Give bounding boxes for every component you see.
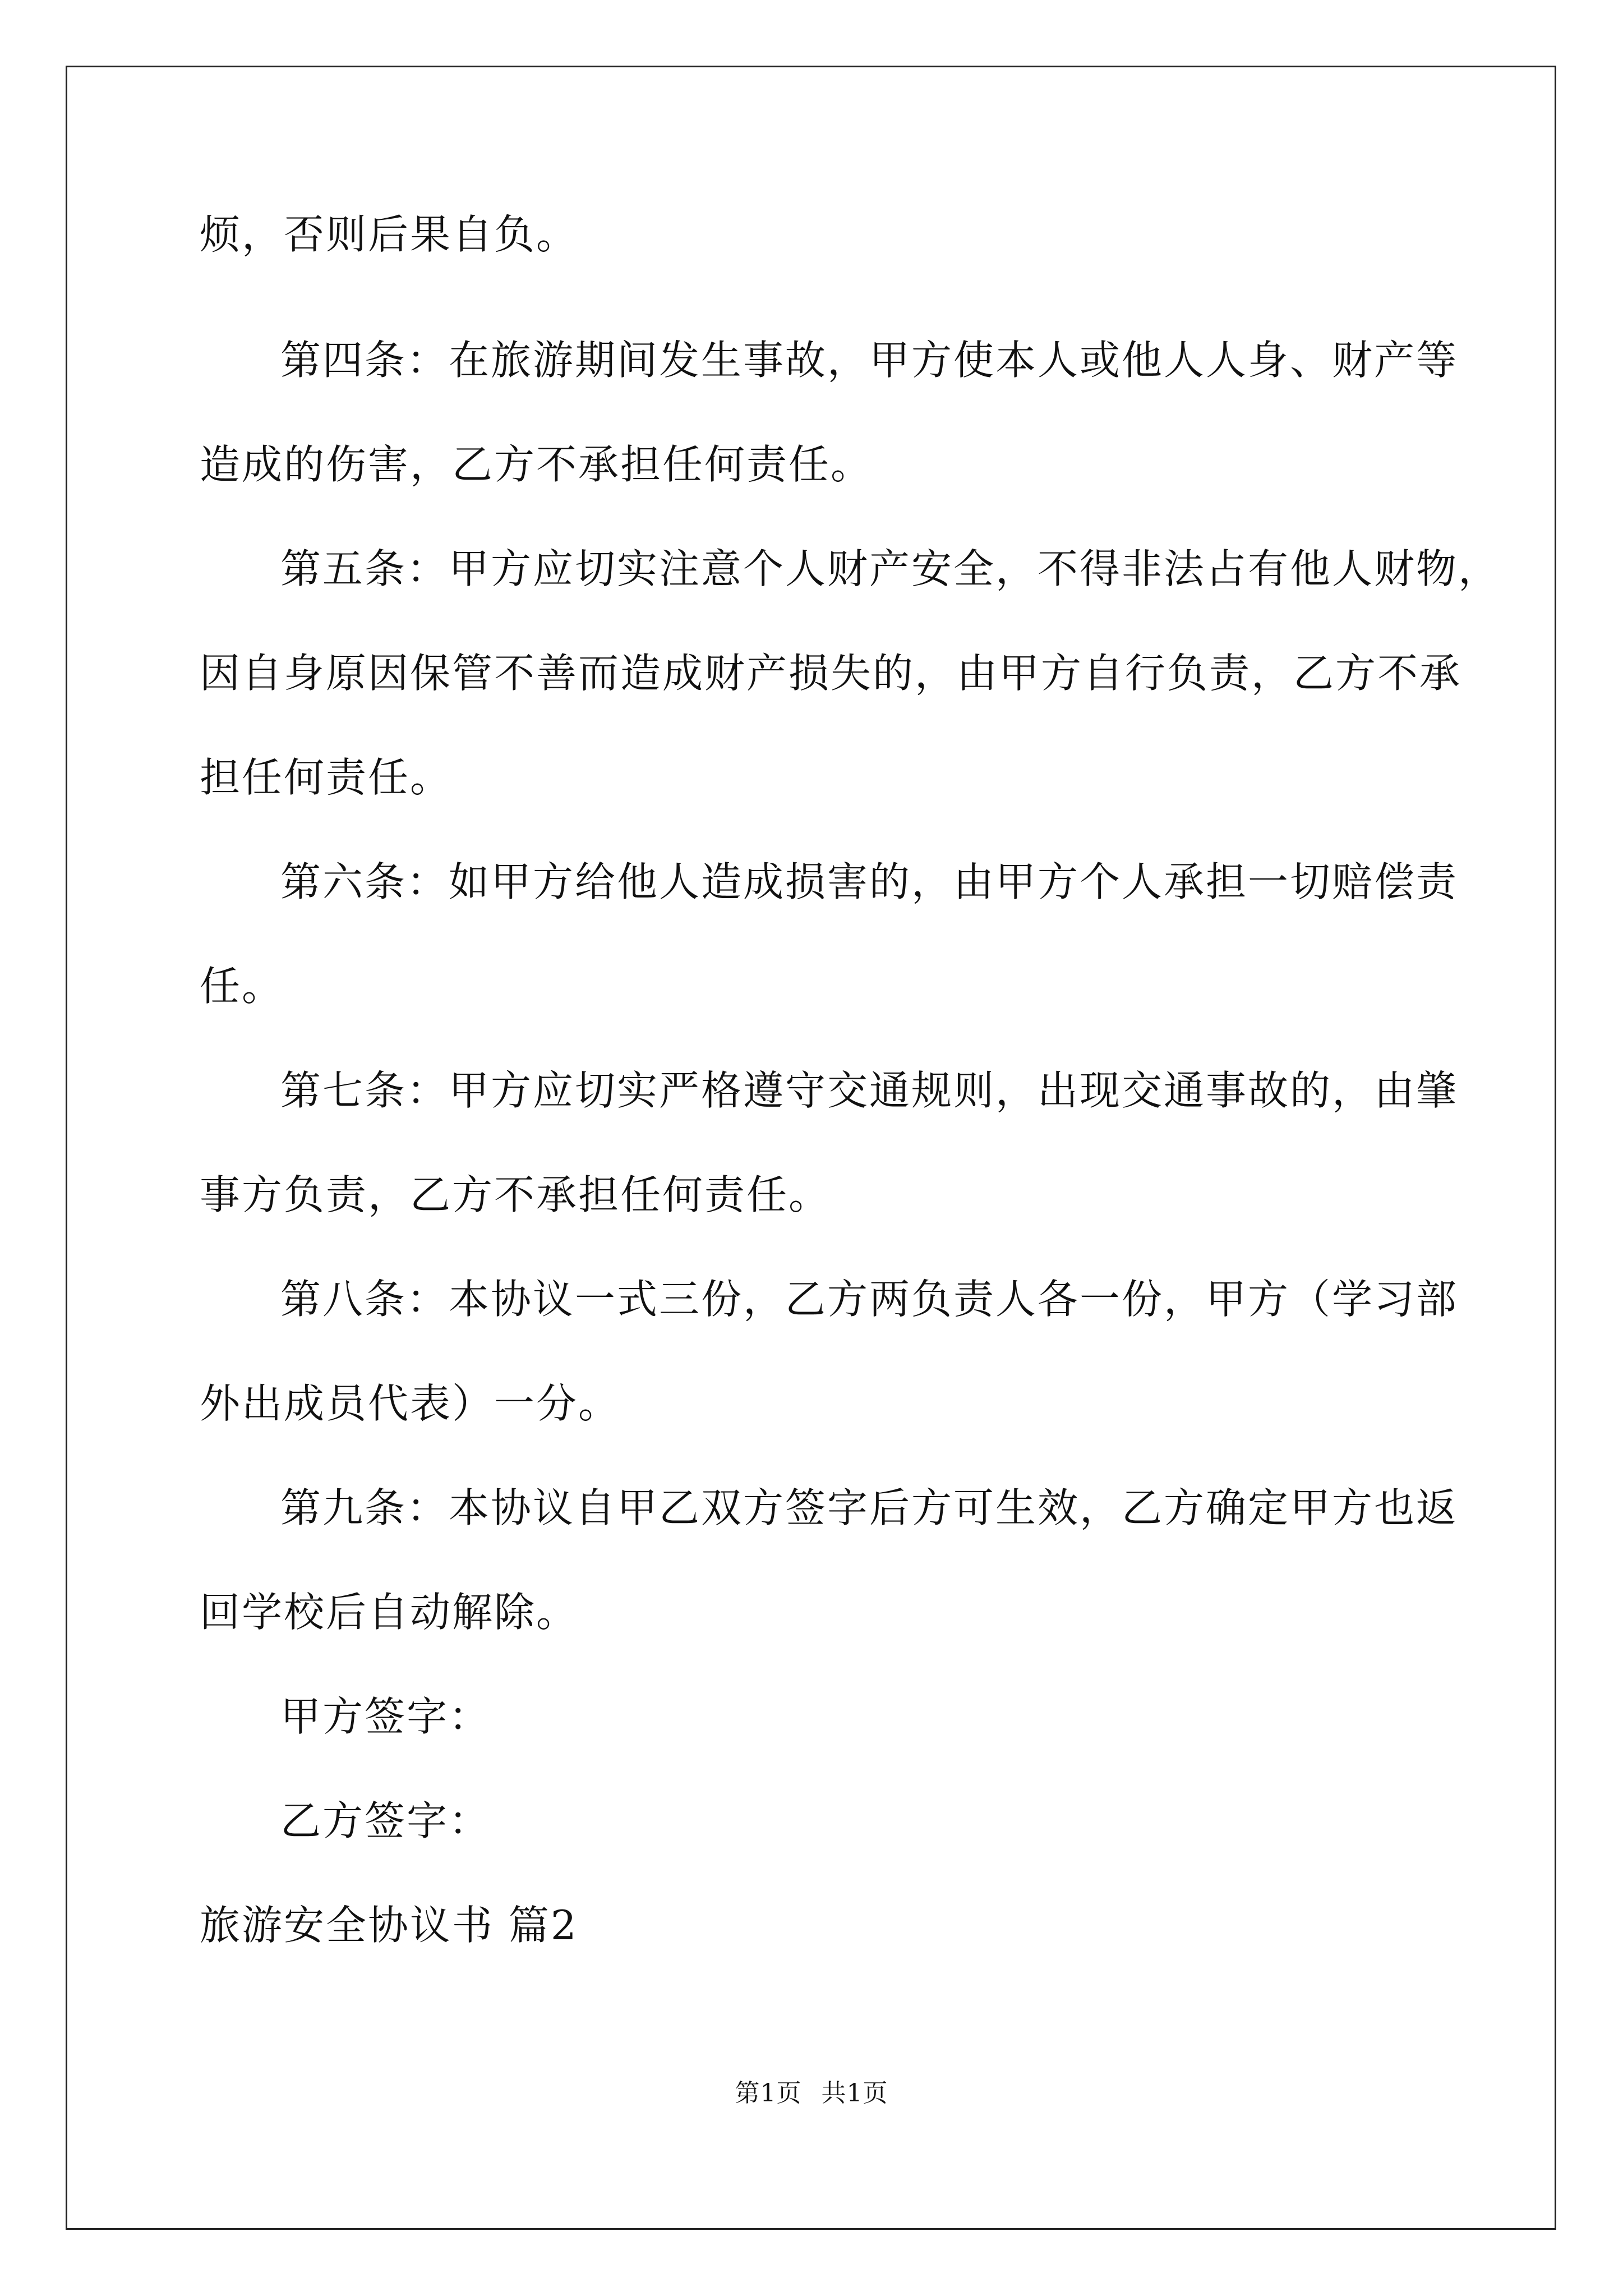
article-5-line-2: 因自身原因保管不善而造成财产损失的，由甲方自行负责，乙方不承 <box>200 650 1462 697</box>
article-7-line-2: 事方负责，乙方不承担任何责任。 <box>200 1171 831 1218</box>
party-b-signature-label: 乙方签字： <box>280 1797 491 1844</box>
article-9-line-1: 第九条：本协议自甲乙双方签字后方可生效，乙方确定甲方也返 <box>280 1484 1459 1531</box>
party-a-signature-label: 甲方签字： <box>280 1693 491 1740</box>
page-number-total: 共1页 <box>821 2079 888 2108</box>
article-7-line-1: 第七条：甲方应切实严格遵守交通规则，出现交通事故的，由肇 <box>280 1067 1459 1114</box>
article-5-line-1: 第五条：甲方应切实注意个人财产安全，不得非法占有他人财物， <box>280 545 1501 592</box>
article-6-line-2: 任。 <box>200 963 284 1010</box>
article-6-line-1: 第六条：如甲方给他人造成损害的，由甲方个人承担一切赔偿责 <box>280 858 1459 905</box>
article-4-line-2: 造成的伤害，乙方不承担任何责任。 <box>200 441 873 488</box>
paragraph-line: 烦，否则后果自负。 <box>200 211 579 258</box>
section-heading: 旅游安全协议书 篇2 <box>200 1902 578 1949</box>
article-4-line-1: 第四条：在旅游期间发生事故，甲方使本人或他人人身、财产等 <box>280 337 1459 384</box>
page-footer <box>0 2077 1623 2110</box>
article-8-line-1: 第八条：本协议一式三份，乙方两负责人各一份，甲方（学习部 <box>280 1276 1459 1323</box>
page-number-current: 第1页 <box>735 2079 802 2108</box>
article-5-line-3: 担任何责任。 <box>200 754 453 801</box>
article-8-line-2: 外出成员代表）一分。 <box>200 1380 621 1427</box>
article-9-line-2: 回学校后自动解除。 <box>200 1589 579 1636</box>
